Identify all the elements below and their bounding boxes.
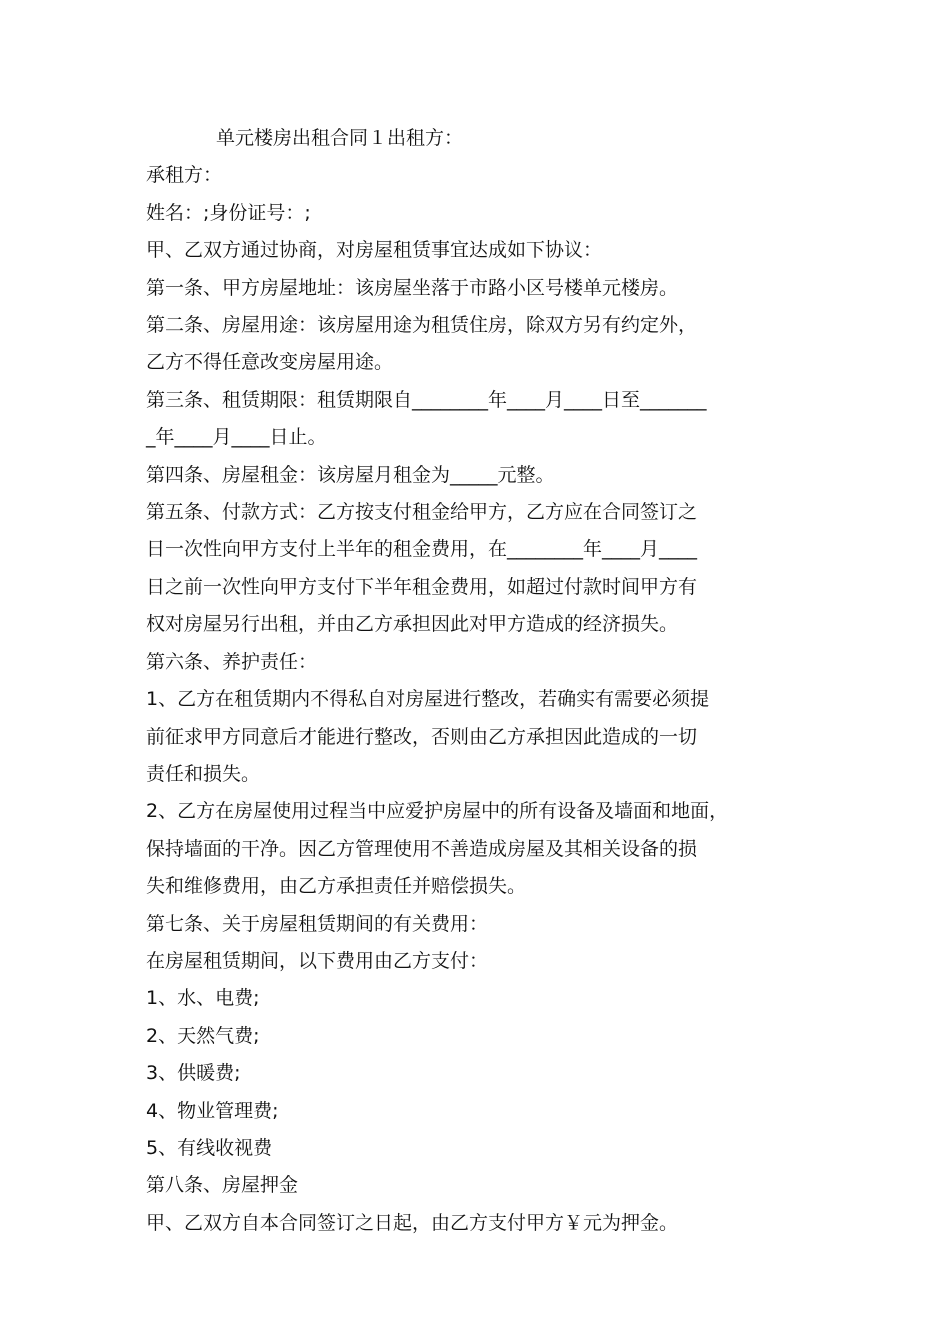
text-line: 承租方： xyxy=(146,164,223,187)
text-line: 第四条、房屋租金：该房屋月租金为_____元整。 xyxy=(146,463,555,486)
text-line: 第五条、付款方式：乙方按支付租金给甲方，乙方应在合同签订之 xyxy=(146,501,698,524)
text-line: 第七条、关于房屋租赁期间的有关费用： xyxy=(146,912,489,935)
text-line: 甲、乙双方通过协商，对房屋租赁事宜达成如下协议： xyxy=(146,239,603,262)
text-line: 日之前一次性向甲方支付下半年租金费用，如超过付款时间甲方有 xyxy=(146,575,698,598)
text-line: 第八条、房屋押金 xyxy=(146,1174,299,1197)
text-line: 第六条、养护责任： xyxy=(146,650,318,673)
text-line: 第三条、租赁期限：租赁期限自________年____月____日至_______ xyxy=(146,388,707,411)
text-line: 乙方不得任意改变房屋用途。 xyxy=(146,351,394,374)
text-line: 第一条、甲方房屋地址：该房屋坐落于市路小区号楼单元楼房。 xyxy=(146,276,679,299)
text-line: 第二条、房屋用途：该房屋用途为租赁住房，除双方另有约定外， xyxy=(146,314,698,337)
text-line: 1、乙方在租赁期内不得私自对房屋进行整改，若确实有需要必须提 xyxy=(146,688,710,711)
text-line: 2、乙方在房屋使用过程当中应爱护房屋中的所有设备及墙面和地面， xyxy=(146,800,729,823)
document-title: 单元楼房出租合同１出租方： xyxy=(216,127,464,149)
text-line: 姓名：;身份证号：; xyxy=(146,201,311,224)
text-line: 2、天然气费; xyxy=(146,1024,260,1047)
text-line: 责任和损失。 xyxy=(146,762,261,785)
text-line: 保持墙面的干净。因乙方管理使用不善造成房屋及其相关设备的损 xyxy=(146,837,698,860)
text-line: 日一次性向甲方支付上半年的租金费用，在________年____月____ xyxy=(146,538,698,561)
text-line: 失和维修费用，由乙方承担责任并赔偿损失。 xyxy=(146,875,527,898)
text-line: 前征求甲方同意后才能进行整改，否则由乙方承担因此造成的一切 xyxy=(146,725,698,748)
text-line: 在房屋租赁期间，以下费用由乙方支付： xyxy=(146,949,489,972)
text-line: 3、供暖费; xyxy=(146,1062,241,1085)
document-body xyxy=(146,120,818,1242)
text-line: 5、有线收视费 xyxy=(146,1136,273,1159)
text-line: _年____月____日止。 xyxy=(146,426,327,449)
text-line: 4、物业管理费; xyxy=(146,1099,279,1122)
text-line: 1、水、电费; xyxy=(146,987,260,1010)
text-line: 甲、乙双方自本合同签订之日起，由乙方支付甲方￥元为押金。 xyxy=(146,1211,679,1234)
text-line: 权对房屋另行出租，并由乙方承担因此对甲方造成的经济损失。 xyxy=(146,613,679,636)
